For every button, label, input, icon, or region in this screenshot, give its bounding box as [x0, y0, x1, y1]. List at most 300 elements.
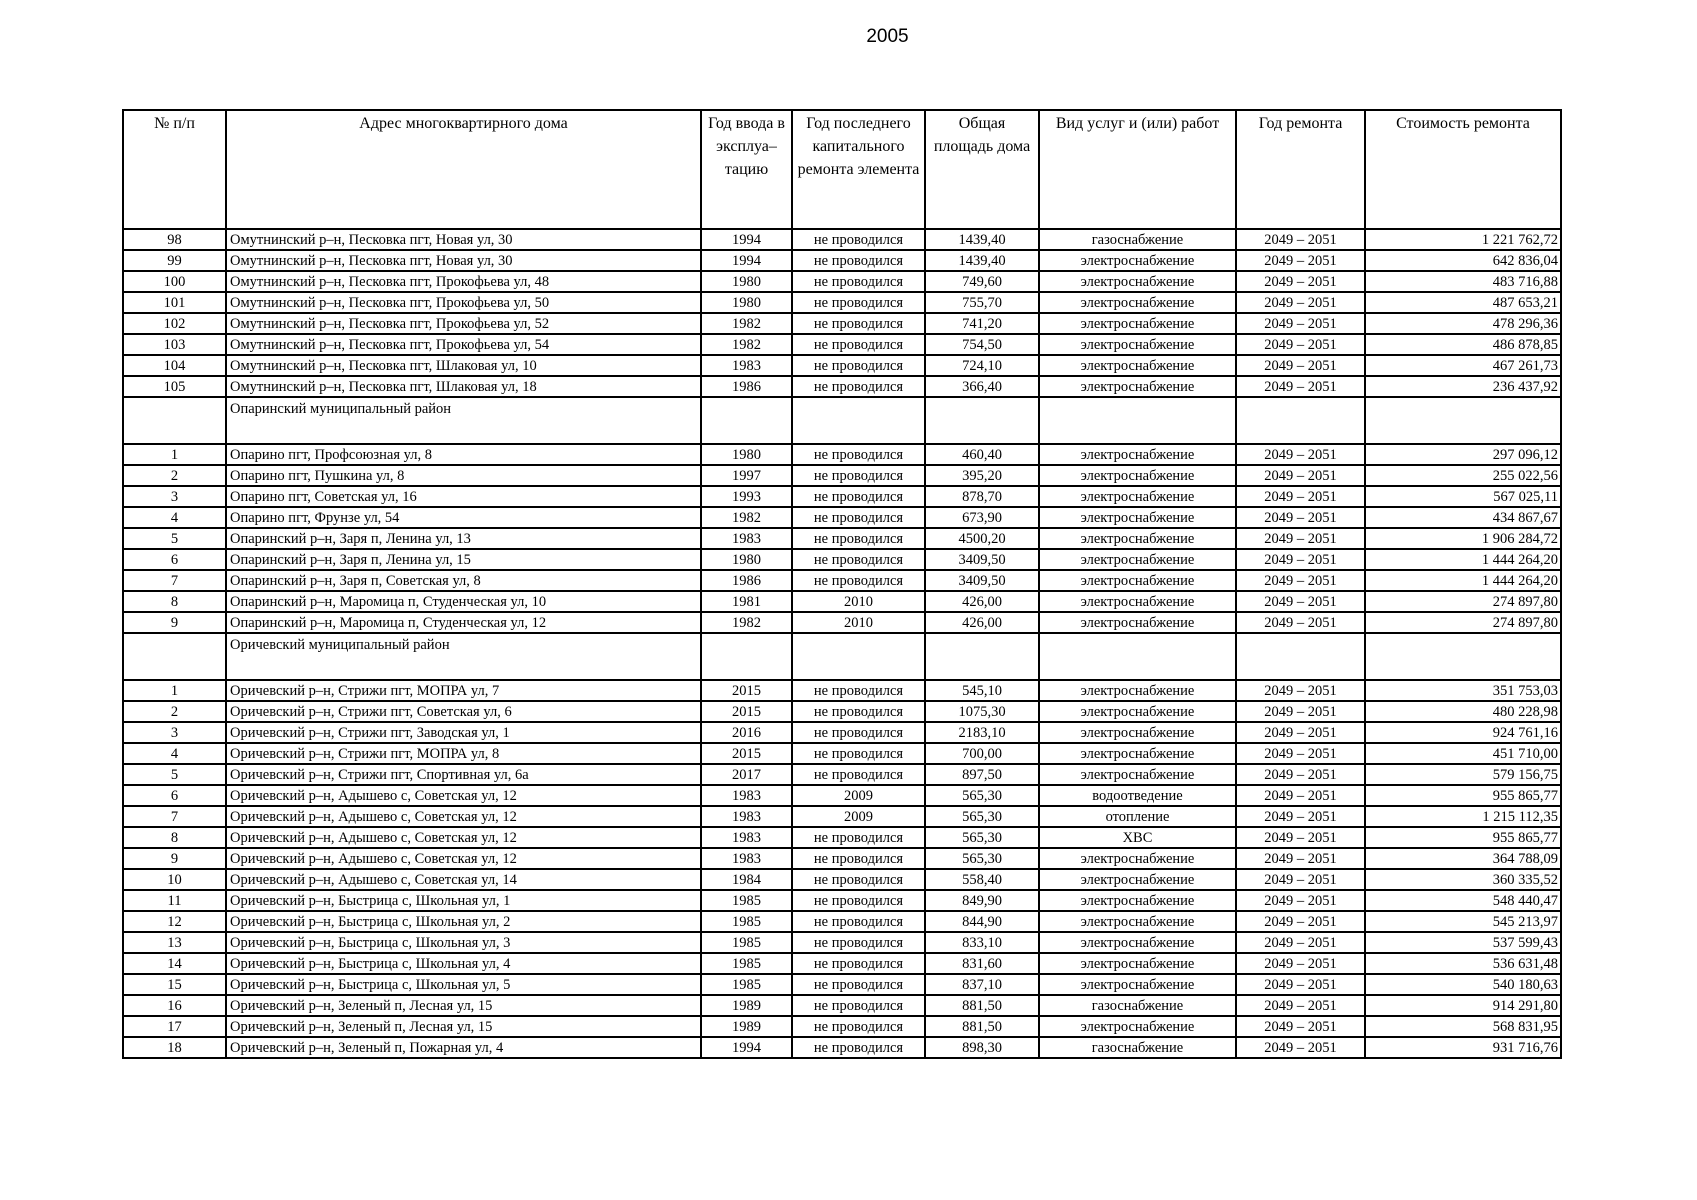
row-last-repair: не проводился: [792, 722, 925, 743]
row-address: Опаринский р–н, Заря п, Ленина ул, 15: [226, 549, 701, 570]
section-row: [123, 397, 1561, 444]
row-work-type: газоснабжение: [1039, 229, 1236, 250]
row-address: Омутнинский р–н, Песковка пгт, Прокофьева ул, 54: [226, 334, 701, 355]
row-year-commissioned: 2017: [701, 764, 792, 785]
row-repair-period: 2049 – 2051: [1236, 743, 1365, 764]
row-area: 460,40: [925, 444, 1039, 465]
row-last-repair: не проводился: [792, 313, 925, 334]
header-num: № п/п: [123, 110, 226, 229]
row-address: Оричевский р–н, Стрижи пгт, Заводская ул, 1: [226, 722, 701, 743]
row-year-commissioned: 1994: [701, 229, 792, 250]
row-number: 14: [123, 953, 226, 974]
section-empty-cell: [1236, 397, 1365, 444]
row-address: Опарино пгт, Фрунзе ул, 54: [226, 507, 701, 528]
row-last-repair: не проводился: [792, 974, 925, 995]
row-cost: 1 444 264,20: [1365, 549, 1561, 570]
row-address: Оричевский р–н, Зеленый п, Пожарная ул, 4: [226, 1037, 701, 1058]
table-row: [123, 486, 1561, 507]
section-empty-cell: [701, 397, 792, 444]
section-empty-cell: [925, 397, 1039, 444]
row-area: 881,50: [925, 1016, 1039, 1037]
row-cost: 478 296,36: [1365, 313, 1561, 334]
row-area: 754,50: [925, 334, 1039, 355]
row-address: Омутнинский р–н, Песковка пгт, Прокофьева ул, 48: [226, 271, 701, 292]
row-area: 366,40: [925, 376, 1039, 397]
row-year-commissioned: 1984: [701, 869, 792, 890]
row-repair-period: 2049 – 2051: [1236, 974, 1365, 995]
table-row: [123, 764, 1561, 785]
row-address: Оричевский р–н, Стрижи пгт, Советская ул, 6: [226, 701, 701, 722]
row-number: 1: [123, 680, 226, 701]
row-year-commissioned: 1994: [701, 1037, 792, 1058]
row-area: 395,20: [925, 465, 1039, 486]
row-repair-period: 2049 – 2051: [1236, 701, 1365, 722]
row-work-type: электроснабжение: [1039, 932, 1236, 953]
table-row: [123, 376, 1561, 397]
row-number: 16: [123, 995, 226, 1016]
row-cost: 467 261,73: [1365, 355, 1561, 376]
row-year-commissioned: 1983: [701, 806, 792, 827]
table-row: [123, 1037, 1561, 1058]
row-area: 3409,50: [925, 570, 1039, 591]
row-year-commissioned: 1983: [701, 528, 792, 549]
row-cost: 1 444 264,20: [1365, 570, 1561, 591]
row-address: Оричевский р–н, Зеленый п, Лесная ул, 15: [226, 1016, 701, 1037]
row-repair-period: 2049 – 2051: [1236, 549, 1365, 570]
row-cost: 255 022,56: [1365, 465, 1561, 486]
row-last-repair: не проводился: [792, 911, 925, 932]
page-number: 2005: [866, 26, 909, 47]
row-last-repair: не проводился: [792, 465, 925, 486]
row-last-repair: не проводился: [792, 549, 925, 570]
table-row: [123, 806, 1561, 827]
table-row: [123, 334, 1561, 355]
row-last-repair: не проводился: [792, 848, 925, 869]
row-cost: 536 631,48: [1365, 953, 1561, 974]
row-address: Опаринский р–н, Заря п, Ленина ул, 13: [226, 528, 701, 549]
row-address: Омутнинский р–н, Песковка пгт, Шлаковая ул, 18: [226, 376, 701, 397]
row-cost: 434 867,67: [1365, 507, 1561, 528]
row-work-type: отопление: [1039, 806, 1236, 827]
row-year-commissioned: 1993: [701, 486, 792, 507]
row-last-repair: не проводился: [792, 743, 925, 764]
row-work-type: электроснабжение: [1039, 848, 1236, 869]
row-address: Опарино пгт, Советская ул, 16: [226, 486, 701, 507]
row-year-commissioned: 2016: [701, 722, 792, 743]
row-repair-period: 2049 – 2051: [1236, 932, 1365, 953]
table-row: [123, 292, 1561, 313]
row-repair-period: 2049 – 2051: [1236, 313, 1365, 334]
row-cost: 236 437,92: [1365, 376, 1561, 397]
section-title: Оричевский муниципальный район: [226, 633, 701, 680]
table-row: [123, 848, 1561, 869]
row-area: 724,10: [925, 355, 1039, 376]
row-area: 1075,30: [925, 701, 1039, 722]
row-cost: 537 599,43: [1365, 932, 1561, 953]
row-repair-period: 2049 – 2051: [1236, 869, 1365, 890]
row-repair-period: 2049 – 2051: [1236, 376, 1365, 397]
row-year-commissioned: 1985: [701, 890, 792, 911]
row-repair-period: 2049 – 2051: [1236, 680, 1365, 701]
section-empty-cell: [792, 397, 925, 444]
row-work-type: электроснабжение: [1039, 528, 1236, 549]
row-last-repair: не проводился: [792, 1037, 925, 1058]
row-area: 426,00: [925, 612, 1039, 633]
row-last-repair: не проводился: [792, 570, 925, 591]
section-empty-cell: [123, 633, 226, 680]
row-repair-period: 2049 – 2051: [1236, 806, 1365, 827]
row-repair-period: 2049 – 2051: [1236, 229, 1365, 250]
row-number: 3: [123, 722, 226, 743]
section-title: Опаринский муниципальный район: [226, 397, 701, 444]
row-address: Оричевский р–н, Быстрица с, Школьная ул, 1: [226, 890, 701, 911]
row-area: 565,30: [925, 848, 1039, 869]
row-work-type: водоотведение: [1039, 785, 1236, 806]
header-cost: Стоимость ремонта: [1365, 110, 1561, 229]
row-area: 1439,40: [925, 229, 1039, 250]
row-work-type: электроснабжение: [1039, 507, 1236, 528]
row-year-commissioned: 1980: [701, 549, 792, 570]
row-year-commissioned: 2015: [701, 701, 792, 722]
row-work-type: электроснабжение: [1039, 743, 1236, 764]
row-address: Оричевский р–н, Быстрица с, Школьная ул, 4: [226, 953, 701, 974]
row-repair-period: 2049 – 2051: [1236, 827, 1365, 848]
row-work-type: электроснабжение: [1039, 722, 1236, 743]
row-year-commissioned: 1982: [701, 313, 792, 334]
row-year-commissioned: 1982: [701, 507, 792, 528]
row-last-repair: 2010: [792, 612, 925, 633]
section-empty-cell: [792, 633, 925, 680]
row-area: 897,50: [925, 764, 1039, 785]
row-area: 1439,40: [925, 250, 1039, 271]
row-last-repair: 2010: [792, 591, 925, 612]
row-work-type: электроснабжение: [1039, 355, 1236, 376]
row-last-repair: не проводился: [792, 271, 925, 292]
table-row: [123, 995, 1561, 1016]
row-address: Оричевский р–н, Быстрица с, Школьная ул, 5: [226, 974, 701, 995]
row-address: Оричевский р–н, Адышево с, Советская ул, 12: [226, 848, 701, 869]
row-year-commissioned: 1986: [701, 376, 792, 397]
row-number: 13: [123, 932, 226, 953]
row-number: 5: [123, 528, 226, 549]
row-address: Опаринский р–н, Маромица п, Студенческая ул, 12: [226, 612, 701, 633]
row-area: 831,60: [925, 953, 1039, 974]
table-row: [123, 612, 1561, 633]
table-row: [123, 250, 1561, 271]
row-number: 1: [123, 444, 226, 465]
row-year-commissioned: 1983: [701, 848, 792, 869]
row-work-type: электроснабжение: [1039, 869, 1236, 890]
row-number: 8: [123, 591, 226, 612]
table-row: [123, 570, 1561, 591]
row-area: 545,10: [925, 680, 1039, 701]
row-work-type: электроснабжение: [1039, 570, 1236, 591]
row-number: 2: [123, 701, 226, 722]
row-repair-period: 2049 – 2051: [1236, 334, 1365, 355]
row-address: Оричевский р–н, Стрижи пгт, Спортивная ул, 6а: [226, 764, 701, 785]
row-year-commissioned: 1983: [701, 785, 792, 806]
row-area: 565,30: [925, 827, 1039, 848]
row-work-type: электроснабжение: [1039, 591, 1236, 612]
row-work-type: электроснабжение: [1039, 486, 1236, 507]
row-work-type: электроснабжение: [1039, 953, 1236, 974]
section-empty-cell: [1236, 633, 1365, 680]
row-work-type: электроснабжение: [1039, 465, 1236, 486]
row-number: 11: [123, 890, 226, 911]
row-cost: 480 228,98: [1365, 701, 1561, 722]
table-row: [123, 680, 1561, 701]
header-repair-period: Год ремонта: [1236, 110, 1365, 229]
row-cost: 297 096,12: [1365, 444, 1561, 465]
row-last-repair: не проводился: [792, 444, 925, 465]
row-last-repair: не проводился: [792, 869, 925, 890]
row-last-repair: не проводился: [792, 528, 925, 549]
table-row: [123, 701, 1561, 722]
row-repair-period: 2049 – 2051: [1236, 570, 1365, 591]
row-work-type: газоснабжение: [1039, 1037, 1236, 1058]
row-year-commissioned: 1989: [701, 995, 792, 1016]
row-number: 6: [123, 549, 226, 570]
row-area: 558,40: [925, 869, 1039, 890]
row-repair-period: 2049 – 2051: [1236, 612, 1365, 633]
row-cost: 955 865,77: [1365, 785, 1561, 806]
row-area: 755,70: [925, 292, 1039, 313]
row-last-repair: не проводился: [792, 376, 925, 397]
row-area: 749,60: [925, 271, 1039, 292]
row-area: 700,00: [925, 743, 1039, 764]
row-year-commissioned: 1985: [701, 911, 792, 932]
header-last-repair: Год последнего капитального ремонта элемента: [792, 110, 925, 229]
row-area: 837,10: [925, 974, 1039, 995]
row-number: 15: [123, 974, 226, 995]
table-row: [123, 444, 1561, 465]
row-repair-period: 2049 – 2051: [1236, 486, 1365, 507]
row-cost: 360 335,52: [1365, 869, 1561, 890]
row-repair-period: 2049 – 2051: [1236, 528, 1365, 549]
row-number: 98: [123, 229, 226, 250]
row-repair-period: 2049 – 2051: [1236, 911, 1365, 932]
row-work-type: газоснабжение: [1039, 995, 1236, 1016]
row-cost: 486 878,85: [1365, 334, 1561, 355]
row-last-repair: не проводился: [792, 486, 925, 507]
row-last-repair: не проводился: [792, 507, 925, 528]
row-year-commissioned: 1982: [701, 612, 792, 633]
table-row: [123, 953, 1561, 974]
row-last-repair: 2009: [792, 785, 925, 806]
table-row: [123, 911, 1561, 932]
repair-schedule-table: [122, 109, 1562, 1059]
row-last-repair: не проводился: [792, 890, 925, 911]
row-number: 102: [123, 313, 226, 334]
table-row: [123, 785, 1561, 806]
row-address: Опарино пгт, Пушкина ул, 8: [226, 465, 701, 486]
section-empty-cell: [1039, 397, 1236, 444]
row-repair-period: 2049 – 2051: [1236, 355, 1365, 376]
row-area: 898,30: [925, 1037, 1039, 1058]
row-year-commissioned: 1982: [701, 334, 792, 355]
row-last-repair: 2009: [792, 806, 925, 827]
section-empty-cell: [1365, 633, 1561, 680]
row-cost: 451 710,00: [1365, 743, 1561, 764]
row-last-repair: не проводился: [792, 995, 925, 1016]
table-row: [123, 722, 1561, 743]
row-work-type: ХВС: [1039, 827, 1236, 848]
row-cost: 924 761,16: [1365, 722, 1561, 743]
row-repair-period: 2049 – 2051: [1236, 465, 1365, 486]
row-repair-period: 2049 – 2051: [1236, 785, 1365, 806]
row-repair-period: 2049 – 2051: [1236, 953, 1365, 974]
table-row: [123, 974, 1561, 995]
row-cost: 914 291,80: [1365, 995, 1561, 1016]
header-address: Адрес многоквартирного дома: [226, 110, 701, 229]
row-address: Опарино пгт, Профсоюзная ул, 8: [226, 444, 701, 465]
row-work-type: электроснабжение: [1039, 612, 1236, 633]
row-last-repair: не проводился: [792, 764, 925, 785]
row-cost: 955 865,77: [1365, 827, 1561, 848]
row-repair-period: 2049 – 2051: [1236, 764, 1365, 785]
section-empty-cell: [1039, 633, 1236, 680]
row-address: Оричевский р–н, Адышево с, Советская ул, 14: [226, 869, 701, 890]
row-work-type: электроснабжение: [1039, 911, 1236, 932]
row-work-type: электроснабжение: [1039, 313, 1236, 334]
row-number: 9: [123, 848, 226, 869]
row-address: Омутнинский р–н, Песковка пгт, Прокофьева ул, 52: [226, 313, 701, 334]
row-number: 6: [123, 785, 226, 806]
row-address: Омутнинский р–н, Песковка пгт, Новая ул, 30: [226, 229, 701, 250]
table-body: [123, 229, 1561, 1058]
row-address: Оричевский р–н, Адышево с, Советская ул, 12: [226, 806, 701, 827]
row-work-type: электроснабжение: [1039, 292, 1236, 313]
row-repair-period: 2049 – 2051: [1236, 890, 1365, 911]
table-row: [123, 313, 1561, 334]
header-year-commissioned: Год ввода в эксплуа–тацию: [701, 110, 792, 229]
row-cost: 545 213,97: [1365, 911, 1561, 932]
row-area: 4500,20: [925, 528, 1039, 549]
row-repair-period: 2049 – 2051: [1236, 292, 1365, 313]
table-row: [123, 932, 1561, 953]
row-work-type: электроснабжение: [1039, 1016, 1236, 1037]
row-number: 3: [123, 486, 226, 507]
row-year-commissioned: 1980: [701, 444, 792, 465]
row-repair-period: 2049 – 2051: [1236, 722, 1365, 743]
row-number: 17: [123, 1016, 226, 1037]
table-header: [123, 110, 1561, 229]
row-work-type: электроснабжение: [1039, 549, 1236, 570]
row-number: 18: [123, 1037, 226, 1058]
row-last-repair: не проводился: [792, 827, 925, 848]
row-number: 7: [123, 806, 226, 827]
row-year-commissioned: 1980: [701, 292, 792, 313]
row-area: 844,90: [925, 911, 1039, 932]
row-address: Оричевский р–н, Быстрица с, Школьная ул, 3: [226, 932, 701, 953]
row-last-repair: не проводился: [792, 1016, 925, 1037]
row-last-repair: не проводился: [792, 334, 925, 355]
row-work-type: электроснабжение: [1039, 250, 1236, 271]
row-work-type: электроснабжение: [1039, 890, 1236, 911]
table-row: [123, 507, 1561, 528]
row-number: 9: [123, 612, 226, 633]
section-row: [123, 633, 1561, 680]
row-work-type: электроснабжение: [1039, 444, 1236, 465]
section-empty-cell: [1365, 397, 1561, 444]
row-address: Опаринский р–н, Маромица п, Студенческая ул, 10: [226, 591, 701, 612]
header-area: Общая площадь дома: [925, 110, 1039, 229]
row-work-type: электроснабжение: [1039, 701, 1236, 722]
row-year-commissioned: 1986: [701, 570, 792, 591]
row-repair-period: 2049 – 2051: [1236, 1037, 1365, 1058]
row-address: Опаринский р–н, Заря п, Советская ул, 8: [226, 570, 701, 591]
row-number: 7: [123, 570, 226, 591]
section-empty-cell: [701, 633, 792, 680]
row-cost: 274 897,80: [1365, 591, 1561, 612]
row-cost: 568 831,95: [1365, 1016, 1561, 1037]
table-row: [123, 827, 1561, 848]
row-year-commissioned: 1985: [701, 974, 792, 995]
row-address: Оричевский р–н, Адышево с, Советская ул, 12: [226, 785, 701, 806]
table-row: [123, 549, 1561, 570]
section-empty-cell: [925, 633, 1039, 680]
row-cost: 540 180,63: [1365, 974, 1561, 995]
row-cost: 548 440,47: [1365, 890, 1561, 911]
row-address: Омутнинский р–н, Песковка пгт, Новая ул, 30: [226, 250, 701, 271]
row-work-type: электроснабжение: [1039, 764, 1236, 785]
row-number: 10: [123, 869, 226, 890]
table-row: [123, 465, 1561, 486]
row-cost: 483 716,88: [1365, 271, 1561, 292]
row-address: Омутнинский р–н, Песковка пгт, Шлаковая ул, 10: [226, 355, 701, 376]
row-work-type: электроснабжение: [1039, 974, 1236, 995]
row-number: 4: [123, 743, 226, 764]
row-cost: 642 836,04: [1365, 250, 1561, 271]
row-cost: 487 653,21: [1365, 292, 1561, 313]
row-area: 881,50: [925, 995, 1039, 1016]
row-cost: 274 897,80: [1365, 612, 1561, 633]
row-year-commissioned: 1985: [701, 953, 792, 974]
table-row: [123, 869, 1561, 890]
row-address: Оричевский р–н, Зеленый п, Лесная ул, 15: [226, 995, 701, 1016]
row-last-repair: не проводился: [792, 292, 925, 313]
row-year-commissioned: 1980: [701, 271, 792, 292]
row-repair-period: 2049 – 2051: [1236, 250, 1365, 271]
row-year-commissioned: 1994: [701, 250, 792, 271]
row-cost: 351 753,03: [1365, 680, 1561, 701]
row-area: 673,90: [925, 507, 1039, 528]
row-address: Оричевский р–н, Быстрица с, Школьная ул, 2: [226, 911, 701, 932]
row-work-type: электроснабжение: [1039, 334, 1236, 355]
row-last-repair: не проводился: [792, 701, 925, 722]
row-cost: 1 906 284,72: [1365, 528, 1561, 549]
row-area: 565,30: [925, 806, 1039, 827]
table-row: [123, 271, 1561, 292]
table-row: [123, 528, 1561, 549]
row-year-commissioned: 2015: [701, 680, 792, 701]
row-number: 100: [123, 271, 226, 292]
row-area: 2183,10: [925, 722, 1039, 743]
row-year-commissioned: 1983: [701, 355, 792, 376]
row-address: Оричевский р–н, Стрижи пгт, МОПРА ул, 8: [226, 743, 701, 764]
table-row: [123, 890, 1561, 911]
row-year-commissioned: 1981: [701, 591, 792, 612]
row-year-commissioned: 1985: [701, 932, 792, 953]
row-address: Оричевский р–н, Стрижи пгт, МОПРА ул, 7: [226, 680, 701, 701]
row-area: 849,90: [925, 890, 1039, 911]
row-repair-period: 2049 – 2051: [1236, 848, 1365, 869]
table-row: [123, 743, 1561, 764]
row-address: Омутнинский р–н, Песковка пгт, Прокофьева ул, 50: [226, 292, 701, 313]
row-number: 5: [123, 764, 226, 785]
row-cost: 1 215 112,35: [1365, 806, 1561, 827]
row-number: 101: [123, 292, 226, 313]
